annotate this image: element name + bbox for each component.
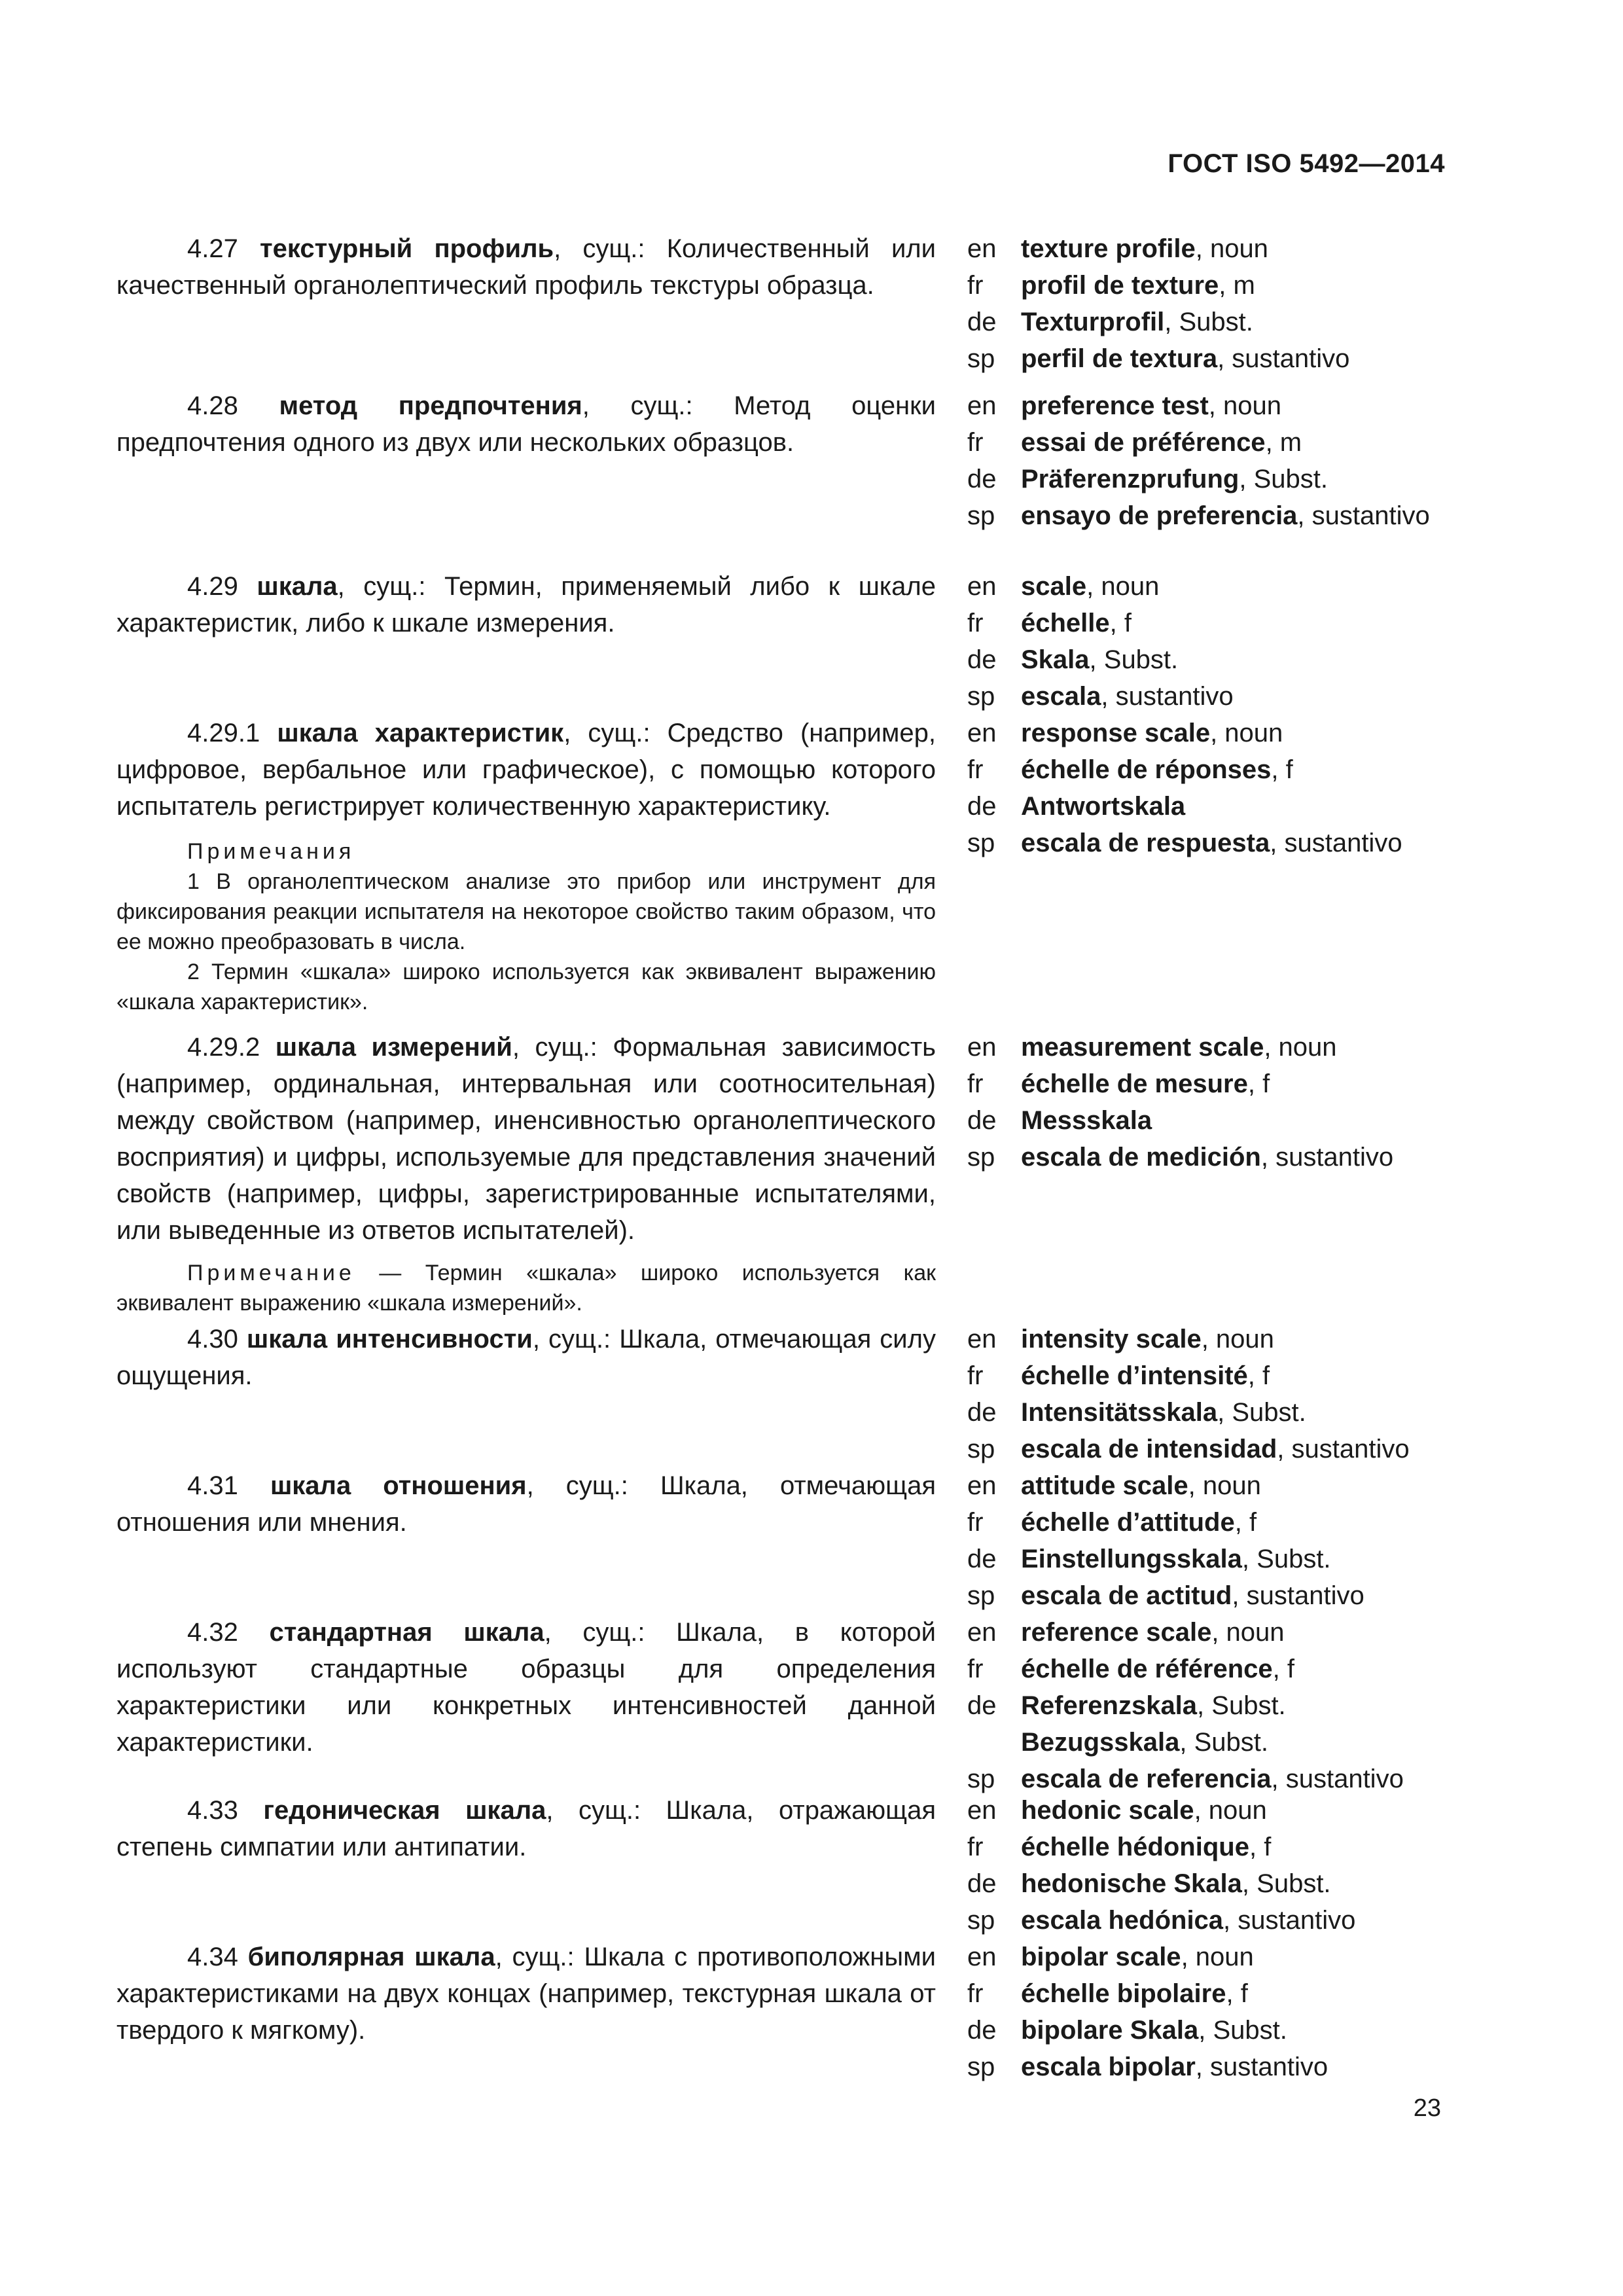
equivalent [967, 1139, 1445, 1175]
note: 2 Термин «шкала» широко используется как эквивалент выражению «шкала характеристик». [116, 960, 936, 1014]
term-number: 4.28 [187, 391, 238, 420]
lang-code: fr [967, 1069, 984, 1098]
lang-code: fr [967, 755, 984, 784]
equivalent-suffix: , sustantivo [1223, 1906, 1356, 1935]
equivalent-term: escala [1021, 682, 1101, 711]
term-number: 4.29.2 [187, 1033, 260, 1062]
term-ru: шкала интенсивности [246, 1325, 533, 1354]
term-number: 4.29.1 [187, 719, 260, 747]
equivalent-suffix: , Subst. [1217, 1398, 1306, 1427]
lang-code: fr [967, 271, 984, 300]
term-ru: биполярная шкала [247, 1943, 495, 1971]
term-number: 4.31 [187, 1471, 238, 1500]
equivalent [967, 1614, 1445, 1651]
lang-code: fr [967, 428, 984, 457]
term-definition-column [116, 1029, 936, 1318]
term-ru: стандартная шкала [269, 1618, 544, 1647]
equivalent-term: escala de intensidad [1021, 1435, 1277, 1463]
lang-code: fr [967, 1655, 984, 1683]
equivalent-term: Messskala [1021, 1106, 1152, 1135]
lang-code: sp [967, 1581, 995, 1610]
equivalent-suffix: , noun [1195, 234, 1268, 263]
equivalent-term: reference scale [1021, 1618, 1212, 1647]
equivalent-suffix: , noun [1264, 1033, 1337, 1062]
lang-code: en [967, 1033, 997, 1062]
lang-code: fr [967, 609, 984, 637]
term-equivalents [967, 387, 1445, 534]
lang-code: sp [967, 2053, 995, 2081]
equivalent-suffix: , noun [1181, 1943, 1254, 1971]
lang-code: de [967, 1869, 997, 1898]
term-definition-text: , сущ.: Шкала, отмечающая отношения или мнения. [116, 1471, 936, 1537]
term-number: 4.30 [187, 1325, 238, 1354]
equivalent [967, 1975, 1445, 2012]
equivalent [967, 461, 1445, 497]
equivalent [967, 1504, 1445, 1541]
equivalent-term: response scale [1021, 719, 1211, 747]
equivalent-term: scale [1021, 572, 1087, 601]
term-entry [116, 1467, 1445, 1614]
equivalent-suffix: , noun [1194, 1796, 1267, 1825]
equivalent [967, 230, 1445, 267]
equivalent [967, 1394, 1445, 1431]
equivalent-suffix: , f [1247, 1069, 1270, 1098]
lang-code: de [967, 1398, 997, 1427]
term-definition [116, 387, 936, 461]
equivalent-term: Einstellungsskala [1021, 1545, 1242, 1573]
equivalent [967, 751, 1445, 788]
term-entry [116, 715, 1445, 1029]
lang-code: sp [967, 1765, 995, 1793]
lang-code: sp [967, 829, 995, 857]
term-entry [116, 568, 1445, 715]
term-number: 4.29 [187, 572, 238, 601]
term-definition-text: , сущ.: Шкала с противоположными характеристиками на двух концах (например, текстурная шкала от твердого к мягкому). [116, 1943, 936, 2045]
lang-code: en [967, 1325, 997, 1354]
lang-code: sp [967, 1143, 995, 1172]
term-definition-column [116, 1939, 936, 2049]
equivalent-term: Präferenzprufung [1021, 465, 1240, 493]
equivalent-suffix: , f [1249, 1833, 1272, 1861]
equivalent-suffix: , m [1265, 428, 1302, 457]
term-entry [116, 1614, 1445, 1792]
equivalent-term: Referenzskala [1021, 1691, 1198, 1720]
lang-code: de [967, 645, 997, 674]
term-ru: метод предпочтения [279, 391, 582, 420]
term-equivalents [967, 715, 1445, 861]
term-definition-column [116, 1614, 936, 1761]
lang-code: sp [967, 344, 995, 373]
equivalent-term: Bezugsskala [1021, 1728, 1180, 1757]
term-definition-column [116, 1321, 936, 1394]
equivalent-suffix: , sustantivo [1297, 501, 1430, 530]
equivalent [967, 1687, 1445, 1724]
equivalent-suffix: , f [1226, 1979, 1248, 2008]
term-definition-text: , сущ.: Шкала, отражающая степень симпатии или антипатии. [116, 1796, 936, 1861]
lang-code: en [967, 1943, 997, 1971]
equivalent-suffix: , sustantivo [1260, 1143, 1394, 1172]
term-entry [116, 387, 1445, 568]
equivalent [967, 1577, 1445, 1614]
term-definition-column [116, 387, 936, 461]
term-ru: гедоническая шкала [263, 1796, 546, 1825]
equivalent [967, 1431, 1445, 1467]
term-equivalents [967, 568, 1445, 715]
term-definition-text: , сущ.: Термин, применяемый либо к шкале характеристик, либо к шкале измерения. [116, 572, 936, 637]
equivalent [967, 2049, 1445, 2085]
equivalent [967, 1541, 1445, 1577]
equivalent [967, 1029, 1445, 1066]
equivalent-term: hedonische Skala [1021, 1869, 1242, 1898]
term-number: 4.27 [187, 234, 238, 263]
equivalent-term: measurement scale [1021, 1033, 1264, 1062]
term-entry [116, 1792, 1445, 1939]
lang-code: fr [967, 1833, 984, 1861]
term-ru: текстурный профиль [260, 234, 554, 263]
equivalent-suffix: , noun [1208, 391, 1282, 420]
equivalent [967, 424, 1445, 461]
equivalent [967, 1865, 1445, 1902]
lang-code: en [967, 234, 997, 263]
equivalent-term: hedonic scale [1021, 1796, 1194, 1825]
term-definition [116, 230, 936, 304]
lang-code: sp [967, 682, 995, 711]
equivalent-term: intensity scale [1021, 1325, 1202, 1354]
lang-code: en [967, 1471, 997, 1500]
term-number: 4.33 [187, 1796, 238, 1825]
equivalent [967, 1321, 1445, 1357]
lang-code: en [967, 391, 997, 420]
equivalent [967, 497, 1445, 534]
note-label: Примечание [187, 1261, 355, 1285]
equivalent-term: profil de texture [1021, 271, 1219, 300]
equivalent-term: échelle de mesure [1021, 1069, 1248, 1098]
equivalent [967, 1902, 1445, 1939]
equivalent [967, 1829, 1445, 1865]
term-equivalents [967, 230, 1445, 377]
term-ru: шкала измерений [275, 1033, 512, 1062]
equivalent [967, 1357, 1445, 1394]
equivalent [967, 641, 1445, 678]
equivalent-suffix: , Subst. [1164, 308, 1253, 336]
equivalent [967, 1651, 1445, 1687]
equivalent-term: échelle bipolaire [1021, 1979, 1226, 2008]
equivalent-suffix: , f [1234, 1508, 1257, 1537]
equivalent-term: Intensitätsskala [1021, 1398, 1218, 1427]
term-definition-text: , сущ.: Формальная зависимость (например, ординальная, интервальная или соотносительная) между свойством (например, иненсивностью органолептического восприятия) и цифры, используемые для представления значений свойств (например, цифры, зарегистрированные испытателями, или выведенные из ответов испытателей). [116, 1033, 936, 1245]
equivalent [967, 1792, 1445, 1829]
lang-code: fr [967, 1361, 984, 1390]
page-header: ГОСТ ISO 5492—2014 [1168, 149, 1445, 178]
equivalent-suffix: , sustantivo [1277, 1435, 1410, 1463]
term-definition [116, 1467, 936, 1541]
lang-code: de [967, 308, 997, 336]
term-entry [116, 1029, 1445, 1321]
equivalent-suffix: , sustantivo [1270, 829, 1402, 857]
equivalent-term: bipolare Skala [1021, 2016, 1199, 2045]
equivalent-suffix: , noun [1201, 1325, 1274, 1354]
lang-code [967, 1724, 1021, 1761]
equivalent-term: Texturprofil [1021, 308, 1165, 336]
term-definition [116, 1321, 936, 1394]
equivalent [967, 304, 1445, 340]
equivalent-term: escala bipolar [1021, 2053, 1196, 2081]
equivalent-term: échelle hédonique [1021, 1833, 1249, 1861]
equivalent-suffix: , sustantivo [1101, 682, 1234, 711]
term-number: 4.32 [187, 1618, 238, 1647]
equivalent-suffix: , sustantivo [1195, 2053, 1329, 2081]
equivalent [967, 605, 1445, 641]
equivalent [967, 1467, 1445, 1504]
term-equivalents [967, 1614, 1445, 1797]
equivalent-term: échelle de réponses [1021, 755, 1272, 784]
equivalent-term: Antwortskala [1021, 792, 1186, 821]
term-equivalents [967, 1321, 1445, 1467]
notes-heading: Примечания [187, 839, 355, 864]
term-definition-text: , сущ.: Шкала, отмечающая силу ощущения. [116, 1325, 936, 1390]
equivalent [967, 340, 1445, 377]
term-equivalents [967, 1939, 1445, 2085]
term-definition-column [116, 715, 936, 1017]
lang-code: en [967, 1796, 997, 1825]
equivalent-term: escala de respuesta [1021, 829, 1270, 857]
equivalent-term: escala de actitud [1021, 1581, 1232, 1610]
equivalent-suffix: , Subst. [1179, 1728, 1268, 1757]
page-number: 23 [1413, 2094, 1441, 2122]
lang-code: de [967, 792, 997, 821]
equivalent [967, 267, 1445, 304]
equivalent-suffix: , m [1219, 271, 1255, 300]
term-definition-column [116, 1792, 936, 1865]
equivalent-term: preference test [1021, 391, 1209, 420]
equivalent-suffix: , Subst. [1089, 645, 1179, 674]
equivalent [967, 825, 1445, 861]
term-definition-column [116, 568, 936, 641]
term-entry [116, 1321, 1445, 1467]
equivalent [967, 1102, 1445, 1139]
term-equivalents [967, 1467, 1445, 1614]
note: 1 В органолептическом анализе это прибор или инструмент для фиксирования реакции испытателя на некоторое свойство таким образом, что ее можно преобразовать в числа. [116, 869, 936, 954]
equivalent-term: échelle de référence [1021, 1655, 1273, 1683]
term-definition-column [116, 230, 936, 304]
lang-code: de [967, 1691, 997, 1720]
term-definition [116, 1939, 936, 2049]
equivalent [967, 568, 1445, 605]
equivalent [967, 1066, 1445, 1102]
equivalent-suffix: , Subst. [1241, 1869, 1331, 1898]
term-definition-text: , сущ.: Количественный или качественный органолептический профиль текстуры образца. [116, 234, 936, 300]
equivalent-suffix: , Subst. [1197, 1691, 1286, 1720]
equivalent [967, 1724, 1445, 1761]
equivalent-suffix: , f [1271, 755, 1293, 784]
lang-code: sp [967, 1906, 995, 1935]
equivalent-term: texture profile [1021, 234, 1196, 263]
equivalent [967, 1939, 1445, 1975]
term-entry [116, 1939, 1445, 2085]
equivalent-term: échelle [1021, 609, 1110, 637]
term-definition-text: , сущ.: Метод оценки предпочтения одного из двух или нескольких образцов. [116, 391, 936, 457]
term-ru: шкала [257, 572, 338, 601]
lang-code: en [967, 572, 997, 601]
equivalent-suffix: , sustantivo [1232, 1581, 1364, 1610]
equivalent-suffix: , noun [1188, 1471, 1261, 1500]
equivalent-suffix: , sustantivo [1217, 344, 1350, 373]
lang-code: fr [967, 1508, 984, 1537]
equivalent-suffix: , noun [1211, 1618, 1285, 1647]
equivalent-term: escala de medición [1021, 1143, 1261, 1172]
equivalent [967, 788, 1445, 825]
equivalent-term: Skala [1021, 645, 1090, 674]
equivalent-term: échelle d’attitude [1021, 1508, 1235, 1537]
equivalent [967, 715, 1445, 751]
equivalent-term: escala de referencia [1021, 1765, 1272, 1793]
term-definition [116, 1029, 936, 1249]
terms-list [116, 230, 1445, 2085]
equivalent-suffix: , noun [1210, 719, 1283, 747]
lang-code: sp [967, 1435, 995, 1463]
term-number: 4.34 [187, 1943, 238, 1971]
term-definition [116, 1792, 936, 1865]
term-entry [116, 230, 1445, 387]
equivalent-term: escala hedónica [1021, 1906, 1224, 1935]
term-equivalents [967, 1792, 1445, 1939]
term-definition-text: , сущ.: Средство (например, цифровое, вербальное или графическое), с помощью которого испытатель регистрирует количественную характеристику. [116, 719, 936, 821]
note [116, 1258, 936, 1318]
term-equivalents [967, 1029, 1445, 1175]
equivalent-suffix: , f [1247, 1361, 1270, 1390]
equivalent-suffix: , f [1109, 609, 1132, 637]
lang-code: de [967, 465, 997, 493]
lang-code: de [967, 2016, 997, 2045]
equivalent-term: perfil de textura [1021, 344, 1218, 373]
lang-code: sp [967, 501, 995, 530]
lang-code: fr [967, 1979, 984, 2008]
equivalent-term: essai de préférence [1021, 428, 1266, 457]
lang-code: de [967, 1545, 997, 1573]
lang-code: de [967, 1106, 997, 1135]
equivalent-suffix: , noun [1086, 572, 1160, 601]
equivalent [967, 387, 1445, 424]
term-definition-text: , сущ.: Шкала, в которой используют стандартные образцы для определения характеристики или конкретных интенсивностей данной характеристики. [116, 1618, 936, 1757]
term-ru: шкала характеристик [277, 719, 564, 747]
equivalent-term: bipolar scale [1021, 1943, 1181, 1971]
term-definition [116, 1614, 936, 1761]
equivalent-term: attitude scale [1021, 1471, 1188, 1500]
equivalent-suffix: , sustantivo [1271, 1765, 1404, 1793]
equivalent-suffix: , Subst. [1241, 1545, 1331, 1573]
equivalent [967, 2012, 1445, 2049]
equivalent-term: échelle d’intensité [1021, 1361, 1248, 1390]
equivalent-suffix: , f [1272, 1655, 1295, 1683]
equivalent [967, 678, 1445, 715]
lang-code: en [967, 1618, 997, 1647]
lang-code: en [967, 719, 997, 747]
note-text: — Термин «шкала» широко используется как эквивалент выражению «шкала измерений». [116, 1261, 936, 1316]
term-definition [116, 715, 936, 825]
term-definition [116, 568, 936, 641]
equivalent-term: ensayo de preferencia [1021, 501, 1298, 530]
equivalent-suffix: , Subst. [1239, 465, 1328, 493]
equivalent-suffix: , Subst. [1198, 2016, 1287, 2045]
term-definition-column [116, 1467, 936, 1541]
term-ru: шкала отношения [270, 1471, 527, 1500]
